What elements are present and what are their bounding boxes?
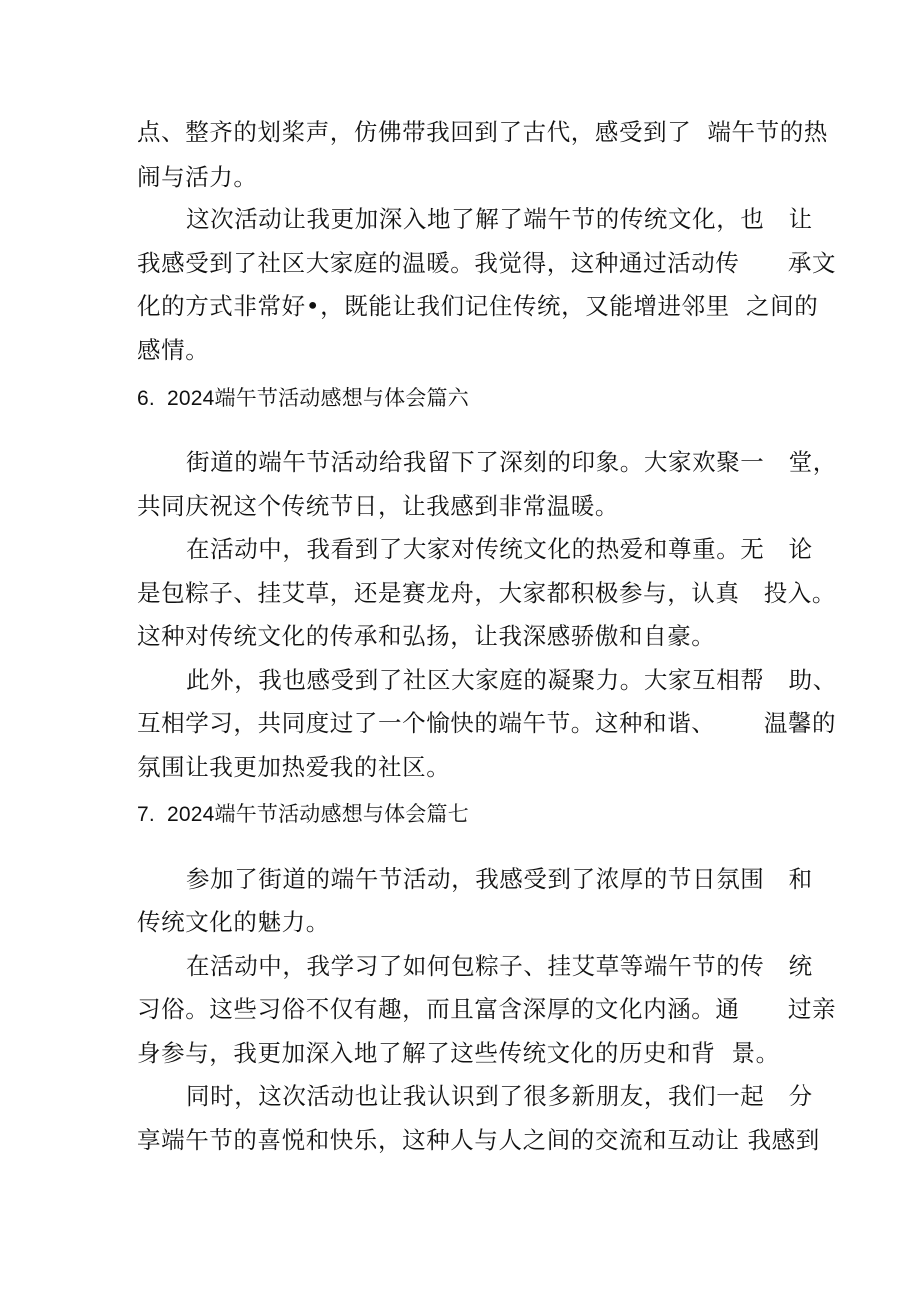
section-heading: 6. 2024端午节活动感想与体会篇六 xyxy=(137,387,469,410)
text-line: 点、整齐的划桨声，仿佛带我回到了古代，感受到了 端午节的热 xyxy=(137,118,828,146)
text-line: 我感受到了社区大家庭的温暖。我觉得，这种通过活动传 承文 xyxy=(137,249,837,277)
text-line: 同时，这次活动也让我认识到了很多新朋友，我们一起 分 xyxy=(186,1082,813,1110)
text-line: 在活动中，我看到了大家对传统文化的热爱和尊重。无 论 xyxy=(186,535,813,563)
text-line: 这次活动让我更加深入地了解了端午节的传统文化，也 让 xyxy=(186,205,813,233)
text-line: 这种对传统文化的传承和弘扬，让我深感骄傲和自豪。 xyxy=(137,622,716,650)
text-line: 传统文化的魅力。 xyxy=(137,908,330,936)
text-line: 是包粽子、挂艾草，还是赛龙舟，大家都积极参与，认真 投入。 xyxy=(137,579,837,607)
text-line: 在活动中，我学习了如何包粽子、挂艾草等端午节的传 统 xyxy=(186,952,813,980)
text-line: 习俗。这些习俗不仅有趣，而且富含深厚的文化内涵。通 过亲 xyxy=(137,995,837,1023)
text-line: 闹与活力。 xyxy=(137,163,258,191)
text-line: 氛围让我更加热爱我的社区。 xyxy=(137,753,451,781)
text-line: 享端午节的喜悦和快乐，这种人与人之间的交流和互动让 我感到 xyxy=(137,1126,820,1154)
text-line: 共同庆祝这个传统节日，让我感到非常温暖。 xyxy=(137,492,619,520)
text-line: 参加了街道的端午节活动，我感受到了浓厚的节日氛围 和 xyxy=(186,865,813,893)
text-line: 互相学习，共同度过了一个愉快的端午节。这种和谐、 温馨的 xyxy=(137,709,837,737)
text-line: 此外，我也感受到了社区大家庭的凝聚力。大家互相帮 助、 xyxy=(186,666,837,694)
text-line: 感情。 xyxy=(137,336,210,364)
section-heading: 7. 2024端午节活动感想与体会篇七 xyxy=(137,803,469,826)
text-line: 化的方式非常好•，既能让我们记住传统，又能增进邻里 之间的 xyxy=(137,292,819,320)
text-line: 身参与，我更加深入地了解了这些传统文化的历史和背 景。 xyxy=(137,1039,780,1067)
text-line: 街道的端午节活动给我留下了深刻的印象。大家欢聚一 堂， xyxy=(186,448,837,476)
